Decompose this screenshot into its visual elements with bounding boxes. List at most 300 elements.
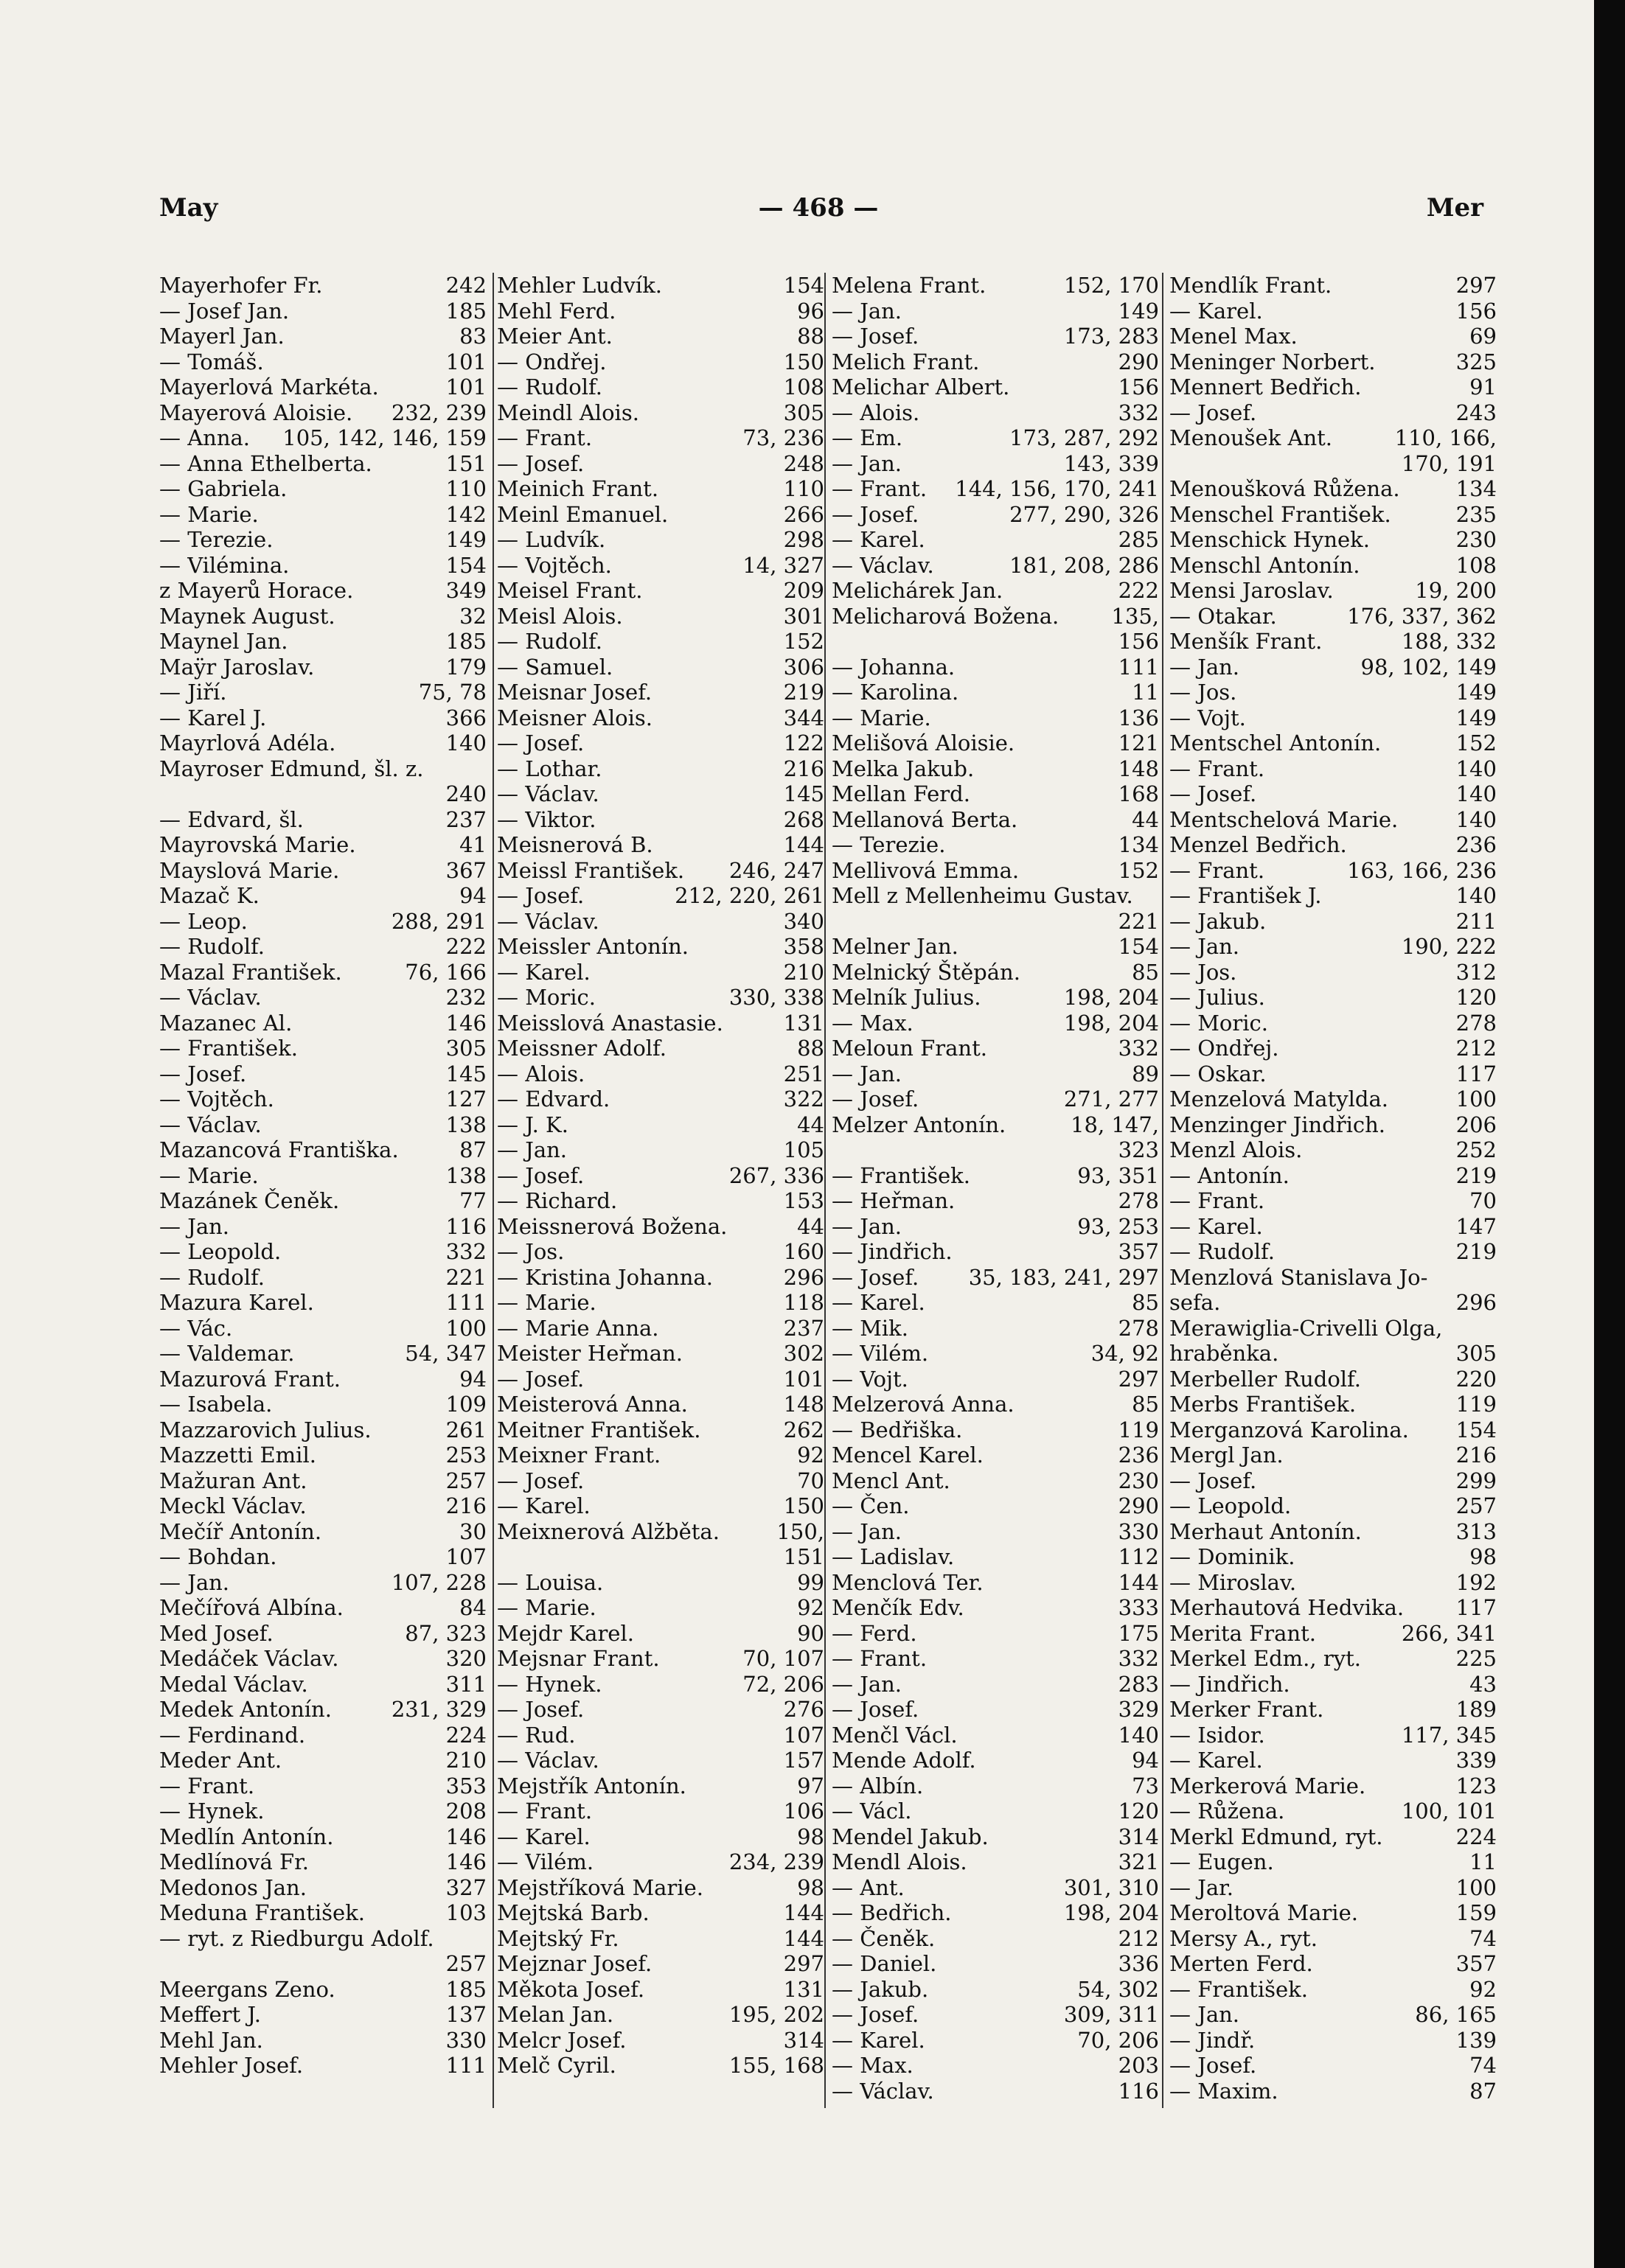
index-entry — [159, 1137, 487, 1163]
entry-name: — Rudolf. — [1169, 1239, 1275, 1264]
entry-pages: 84 — [459, 1595, 487, 1620]
index-entry — [159, 1544, 487, 1570]
entry-pages: 216 — [445, 1493, 487, 1518]
index-entry — [497, 1977, 824, 2003]
entry-name: Mencl Ant. — [832, 1468, 950, 1493]
index-entry — [159, 629, 487, 655]
entry-name: Medek Antonín. — [159, 1697, 332, 1722]
index-entry — [159, 1672, 487, 1697]
index-entry — [832, 1011, 1159, 1036]
entry-pages: 216 — [1455, 1442, 1497, 1468]
index-entry — [1169, 1849, 1497, 1875]
index-entry — [832, 553, 1159, 579]
index-entry — [159, 2002, 487, 2028]
entry-pages: 349 — [445, 578, 487, 603]
index-entry — [1169, 1214, 1497, 1240]
index-entry — [159, 756, 487, 782]
entry-pages: 160 — [783, 1239, 824, 1264]
entry-pages: 332 — [1118, 1646, 1159, 1671]
entry-name: Mazal František. — [159, 959, 342, 985]
entry-pages: 332 — [1118, 1036, 1159, 1061]
entry-name: — Ondřej. — [497, 349, 607, 374]
entry-pages: 301 — [783, 603, 824, 629]
entry-name: — Rud. — [497, 1722, 576, 1748]
index-entry — [1169, 2079, 1497, 2104]
index-entry — [832, 2002, 1159, 2028]
entry-name: Merbs František. — [1169, 1392, 1357, 1417]
entry-name: Merker Frant. — [1169, 1697, 1324, 1722]
entry-name: Mazurová Frant. — [159, 1366, 341, 1392]
entry-pages: 251 — [783, 1061, 824, 1086]
index-entry — [159, 909, 487, 935]
index-entry — [497, 324, 824, 349]
index-entry — [497, 629, 824, 655]
entry-pages: 94 — [1132, 1748, 1159, 1773]
index-entry — [832, 1875, 1159, 1901]
column-divider — [493, 273, 494, 2108]
entry-pages: 159 — [1455, 1900, 1497, 1925]
index-entry — [832, 1926, 1159, 1952]
entry-pages: 107 — [445, 1544, 487, 1569]
entry-name: Mejtský Fr. — [497, 1925, 619, 1951]
entry-pages: 330 — [1118, 1518, 1159, 1544]
index-entry — [159, 730, 487, 756]
entry-pages: 117, 345 — [1401, 1722, 1497, 1748]
entry-pages: 11 — [1132, 680, 1159, 705]
index-entry — [497, 476, 824, 502]
entry-pages: 314 — [783, 2027, 824, 2053]
index-entry — [497, 1417, 824, 1443]
index-entry — [497, 1468, 824, 1494]
entry-pages: 257 — [445, 1951, 487, 1976]
entry-pages: 70, 107 — [742, 1646, 824, 1671]
index-entry — [159, 1723, 487, 1748]
index-entry — [832, 1316, 1159, 1341]
index-entry — [1169, 1061, 1497, 1087]
entry-name: Menzl Alois. — [1169, 1137, 1303, 1162]
entry-pages: 288, 291 — [391, 908, 487, 934]
entry-name: Merkerová Marie. — [1169, 1773, 1366, 1798]
entry-name: — Louisa. — [497, 1569, 604, 1595]
entry-pages: 91 — [1469, 374, 1497, 399]
index-entry — [497, 1875, 824, 1901]
index-entry — [1169, 1723, 1497, 1748]
entry-name: — Václav. — [159, 985, 262, 1010]
entry-pages: 305 — [445, 1036, 487, 1061]
entry-pages: 34, 92 — [1090, 1341, 1159, 1366]
index-entry — [159, 1367, 487, 1392]
entry-pages: 252 — [1455, 1137, 1497, 1162]
entry-name: Maÿr Jaroslav. — [159, 654, 315, 680]
entry-name: Mazanec Al. — [159, 1010, 293, 1036]
index-entry — [497, 1900, 824, 1926]
index-entry — [159, 2028, 487, 2054]
index-entry — [1169, 934, 1497, 960]
entry-name: — Jan. — [1169, 934, 1240, 959]
entry-pages: 148 — [783, 1392, 824, 1417]
entry-name: — František. — [1169, 1976, 1308, 2002]
entry-name: — Oskar. — [1169, 1061, 1267, 1086]
index-entry — [497, 2028, 824, 2054]
entry-name: Melnický Štěpán. — [832, 959, 1020, 985]
index-entry — [497, 1519, 824, 1545]
index-column-1 — [159, 273, 487, 2079]
entry-name: Meier Ant. — [497, 324, 613, 349]
index-entry — [159, 1951, 487, 1977]
index-entry — [159, 1849, 487, 1875]
index-entry — [497, 502, 824, 528]
entry-pages: 311 — [445, 1671, 487, 1697]
index-entry — [832, 2028, 1159, 2054]
index-entry — [832, 960, 1159, 985]
entry-name: Mellan Ferd. — [832, 781, 970, 806]
entry-name: — Bedřiška. — [832, 1417, 963, 1442]
index-entry — [1169, 1519, 1497, 1545]
index-entry — [1169, 1824, 1497, 1850]
index-entry — [497, 909, 824, 935]
entry-pages: 176, 337, 362 — [1347, 603, 1497, 629]
entry-name: — Josef. — [497, 1366, 585, 1392]
entry-pages: 297 — [1455, 273, 1497, 298]
index-entry — [159, 1341, 487, 1367]
entry-name: — Terezie. — [159, 527, 274, 552]
entry-name: — František J. — [1169, 883, 1322, 908]
entry-name: — Václav. — [159, 1112, 262, 1137]
entry-pages: 103 — [445, 1900, 487, 1925]
entry-name: Mell z Mellenheimu Gustav. — [832, 883, 1133, 908]
entry-pages: 93, 253 — [1077, 1213, 1159, 1239]
index-entry — [1169, 1392, 1497, 1417]
entry-pages: 145 — [445, 1061, 487, 1086]
entry-name: Menoušková Růžena. — [1169, 476, 1400, 501]
entry-name: Mergl Jan. — [1169, 1442, 1284, 1468]
entry-name: Meisl Alois. — [497, 603, 623, 629]
index-entry — [832, 781, 1159, 807]
index-entry — [497, 1086, 824, 1112]
entry-pages: 253 — [445, 1442, 487, 1468]
index-entry — [832, 680, 1159, 705]
entry-pages: 140 — [1118, 1722, 1159, 1748]
index-entry — [1169, 1900, 1497, 1926]
entry-name: Maynel Jan. — [159, 629, 288, 654]
index-entry — [497, 960, 824, 985]
index-entry — [159, 832, 487, 858]
entry-name: Melzer Antonín. — [832, 1112, 1006, 1137]
index-entry — [497, 1392, 824, 1417]
entry-name: — Frant. — [1169, 756, 1265, 781]
entry-pages: 192 — [1455, 1569, 1497, 1595]
index-entry — [832, 1595, 1159, 1621]
entry-pages: 70 — [1469, 1188, 1497, 1213]
entry-pages: 173, 283 — [1063, 324, 1159, 349]
entry-pages: 340 — [783, 908, 824, 934]
entry-pages: 86, 165 — [1415, 2002, 1497, 2027]
entry-name: — Frant. — [1169, 1188, 1265, 1213]
entry-pages: 290 — [1118, 349, 1159, 374]
index-column-2 — [497, 273, 824, 2079]
index-entry — [832, 1748, 1159, 1773]
entry-pages: 150, — [776, 1518, 824, 1544]
entry-name: — Jos. — [1169, 959, 1237, 985]
entry-pages: 188, 332 — [1401, 629, 1497, 654]
index-entry — [1169, 2053, 1497, 2079]
entry-name: — Jan. — [1169, 2002, 1240, 2027]
index-entry — [497, 1290, 824, 1316]
entry-name: — Anna. — [159, 425, 251, 450]
entry-name: — Čen. — [832, 1493, 910, 1518]
entry-pages: 367 — [445, 857, 487, 883]
entry-pages: 320 — [445, 1646, 487, 1671]
index-entry — [1169, 1468, 1497, 1494]
index-entry — [497, 527, 824, 553]
index-entry — [832, 1188, 1159, 1214]
entry-name: — Alois. — [832, 399, 920, 425]
index-entry — [1169, 1341, 1497, 1367]
entry-pages: 353 — [445, 1773, 487, 1798]
entry-name: Medáček Václav. — [159, 1646, 339, 1671]
entry-pages: 155, 168 — [728, 2053, 824, 2078]
entry-pages: 44 — [797, 1112, 824, 1137]
entry-pages: 138 — [445, 1112, 487, 1137]
entry-pages: 246, 247 — [728, 857, 824, 883]
entry-pages: 336 — [1118, 1951, 1159, 1976]
entry-pages: 212 — [1118, 1925, 1159, 1951]
entry-name: Mazura Karel. — [159, 1290, 314, 1315]
entry-name: Menclová Ter. — [832, 1569, 984, 1595]
index-entry — [832, 1621, 1159, 1647]
entry-pages: 357 — [1455, 1951, 1497, 1976]
entry-name: — Jan. — [1169, 654, 1240, 680]
entry-pages: 321 — [1118, 1849, 1159, 1874]
entry-name: Melcr Josef. — [497, 2027, 627, 2053]
entry-name: — Karel. — [1169, 298, 1263, 324]
index-entry — [832, 1900, 1159, 1926]
index-entry — [1169, 1748, 1497, 1773]
entry-pages: 139 — [1455, 2027, 1497, 2053]
entry-name: Medal Václav. — [159, 1671, 308, 1697]
entry-name: — Frant. — [497, 1798, 593, 1824]
entry-pages: 76, 166 — [405, 959, 487, 985]
entry-name: — Václav. — [832, 552, 934, 578]
entry-pages: 90 — [797, 1620, 824, 1646]
entry-name: — Josef. — [832, 501, 919, 527]
index-entry — [159, 781, 487, 807]
index-entry — [832, 909, 1159, 935]
entry-name: Meisterová Anna. — [497, 1392, 688, 1417]
entry-pages: 266 — [783, 501, 824, 527]
entry-name: Meitner František. — [497, 1417, 701, 1442]
index-entry — [1169, 1493, 1497, 1519]
index-entry — [832, 273, 1159, 299]
entry-pages: 127 — [445, 1086, 487, 1112]
entry-pages: 276 — [783, 1697, 824, 1722]
entry-pages: 107 — [783, 1722, 824, 1748]
entry-pages: 157 — [783, 1748, 824, 1773]
index-entry — [1169, 629, 1497, 655]
entry-name: — Ladislav. — [832, 1544, 955, 1569]
entry-pages: 237 — [445, 806, 487, 832]
entry-pages: 185 — [445, 629, 487, 654]
entry-pages: 296 — [1455, 1290, 1497, 1315]
index-entry — [497, 985, 824, 1011]
entry-name: — Dominik. — [1169, 1544, 1295, 1569]
entry-pages: 94 — [459, 1366, 487, 1392]
entry-name: — Jakub. — [1169, 908, 1267, 934]
index-entry — [832, 1036, 1159, 1061]
entry-pages: 278 — [1118, 1188, 1159, 1213]
entry-name: Mejsnar Frant. — [497, 1646, 660, 1671]
entry-name: — Karel. — [832, 1290, 925, 1315]
entry-pages: 92 — [797, 1595, 824, 1620]
entry-pages: 88 — [797, 1036, 824, 1061]
index-entry — [497, 756, 824, 782]
entry-pages: 232 — [445, 985, 487, 1010]
entry-name: — Karel. — [497, 959, 591, 985]
index-entry — [159, 1086, 487, 1112]
entry-name: Menschick Hynek. — [1169, 527, 1370, 552]
index-entry — [1169, 1290, 1497, 1316]
entry-name: — Jan. — [497, 1137, 568, 1162]
index-entry — [497, 349, 824, 375]
entry-pages: 92 — [797, 1442, 824, 1468]
index-entry — [1169, 2002, 1497, 2028]
entry-pages: 153 — [783, 1188, 824, 1213]
entry-pages: 271, 277 — [1063, 1086, 1159, 1112]
entry-name: — Marie. — [497, 1595, 596, 1620]
entry-name: Meffert J. — [159, 2002, 261, 2027]
entry-name: Mayroser Edmund, šl. z. — [159, 756, 424, 781]
entry-pages: 232, 239 — [391, 399, 487, 425]
entry-pages: 111 — [445, 1290, 487, 1315]
entry-pages: 190, 222 — [1401, 934, 1497, 959]
entry-pages: 70 — [797, 1468, 824, 1493]
entry-name: Menschel František. — [1169, 501, 1391, 527]
entry-name: — Mik. — [832, 1315, 908, 1341]
entry-name: — Otakar. — [1169, 603, 1277, 629]
entry-name: — Vojtěch. — [159, 1086, 274, 1112]
entry-name: — Frant. — [159, 1773, 255, 1798]
index-entry — [832, 1442, 1159, 1468]
entry-name: — Karolina. — [832, 680, 959, 705]
entry-pages: 111 — [1118, 654, 1159, 680]
entry-name: — Josef. — [497, 730, 585, 756]
index-entry — [159, 374, 487, 400]
entry-pages: 111 — [445, 2053, 487, 2078]
entry-pages: 163, 166, 236 — [1347, 857, 1497, 883]
entry-name: Mazač K. — [159, 883, 260, 908]
entry-pages: 149 — [1455, 705, 1497, 730]
index-entry — [159, 1214, 487, 1240]
entry-pages: 278 — [1455, 1010, 1497, 1036]
entry-pages: 120 — [1118, 1798, 1159, 1824]
entry-name: — Edvard. — [497, 1086, 610, 1112]
entry-name: — Ondřej. — [1169, 1036, 1279, 1061]
entry-name: Meergans Zeno. — [159, 1976, 335, 2002]
entry-name: Mentschel Antonín. — [1169, 730, 1382, 756]
entry-pages: 87 — [459, 1137, 487, 1162]
entry-pages: 72, 206 — [742, 1671, 824, 1697]
index-entry — [832, 1392, 1159, 1417]
index-entry — [497, 1544, 824, 1570]
entry-pages: 117 — [1455, 1061, 1497, 1086]
entry-pages: 198, 204 — [1063, 985, 1159, 1010]
entry-name: — Marie. — [832, 705, 931, 730]
entry-name: — Samuel. — [497, 654, 613, 680]
index-entry — [159, 1646, 487, 1672]
entry-name: Mersy A., ryt. — [1169, 1925, 1318, 1951]
entry-name: — Jindřich. — [832, 1239, 953, 1264]
entry-pages: 85 — [1132, 959, 1159, 985]
entry-pages: 261 — [445, 1417, 487, 1442]
entry-pages: 134 — [1118, 832, 1159, 857]
entry-name: — Růžena. — [1169, 1798, 1285, 1824]
entry-pages: 105, 142, 146, 159 — [282, 425, 487, 450]
entry-pages: 110 — [783, 476, 824, 501]
entry-name: Meninger Norbert. — [1169, 349, 1376, 374]
entry-pages: 73, 236 — [742, 425, 824, 450]
entry-pages: 277, 290, 326 — [1009, 501, 1159, 527]
entry-name: — Karel. — [1169, 1748, 1263, 1773]
entry-name: Mayerl Jan. — [159, 324, 285, 349]
index-entry — [832, 1163, 1159, 1189]
entry-pages: 116 — [445, 1213, 487, 1239]
entry-name: — Frant. — [497, 425, 593, 450]
entry-name: — Leopold. — [1169, 1493, 1292, 1518]
index-entry — [159, 1392, 487, 1417]
entry-pages: 140 — [1455, 781, 1497, 806]
index-entry — [832, 1773, 1159, 1799]
index-entry — [497, 1112, 824, 1138]
entry-name: Menčík Edv. — [832, 1595, 964, 1620]
entry-name: — Marie. — [159, 501, 259, 527]
index-entry — [159, 680, 487, 705]
entry-name: — Heřman. — [832, 1188, 956, 1213]
index-entry — [497, 858, 824, 884]
entry-pages: 121 — [1118, 730, 1159, 756]
entry-pages: 156 — [1455, 298, 1497, 324]
index-entry — [159, 1748, 487, 1773]
entry-pages: 140 — [1455, 883, 1497, 908]
entry-pages: 210 — [783, 959, 824, 985]
entry-name: — Vilémina. — [159, 552, 290, 578]
entry-name: Mayrovská Marie. — [159, 832, 356, 857]
index-entry — [159, 807, 487, 833]
entry-pages: 312 — [1455, 959, 1497, 985]
entry-name: — Max. — [832, 1010, 914, 1036]
index-entry — [832, 1086, 1159, 1112]
index-entry — [832, 1672, 1159, 1697]
entry-pages: 222 — [445, 934, 487, 959]
entry-name: — Jan. — [832, 1671, 902, 1697]
entry-pages: 149 — [1118, 298, 1159, 324]
entry-name: Menoušek Ant. — [1169, 425, 1332, 450]
index-entry — [1169, 451, 1497, 477]
index-entry — [1169, 1112, 1497, 1138]
entry-pages: 262 — [783, 1417, 824, 1442]
entry-name: Melník Julius. — [832, 985, 981, 1010]
index-entry — [159, 1036, 487, 1061]
entry-name: Meroltová Marie. — [1169, 1900, 1358, 1925]
entry-name: — Jar. — [1169, 1874, 1234, 1900]
entry-name: — Josef Jan. — [159, 298, 290, 324]
index-entry — [832, 1468, 1159, 1494]
entry-pages: 69 — [1469, 324, 1497, 349]
entry-pages: 181, 208, 286 — [1009, 552, 1159, 578]
index-entry — [497, 451, 824, 477]
index-entry — [497, 2002, 824, 2028]
entry-pages: 358 — [783, 934, 824, 959]
column-divider — [824, 273, 826, 2108]
